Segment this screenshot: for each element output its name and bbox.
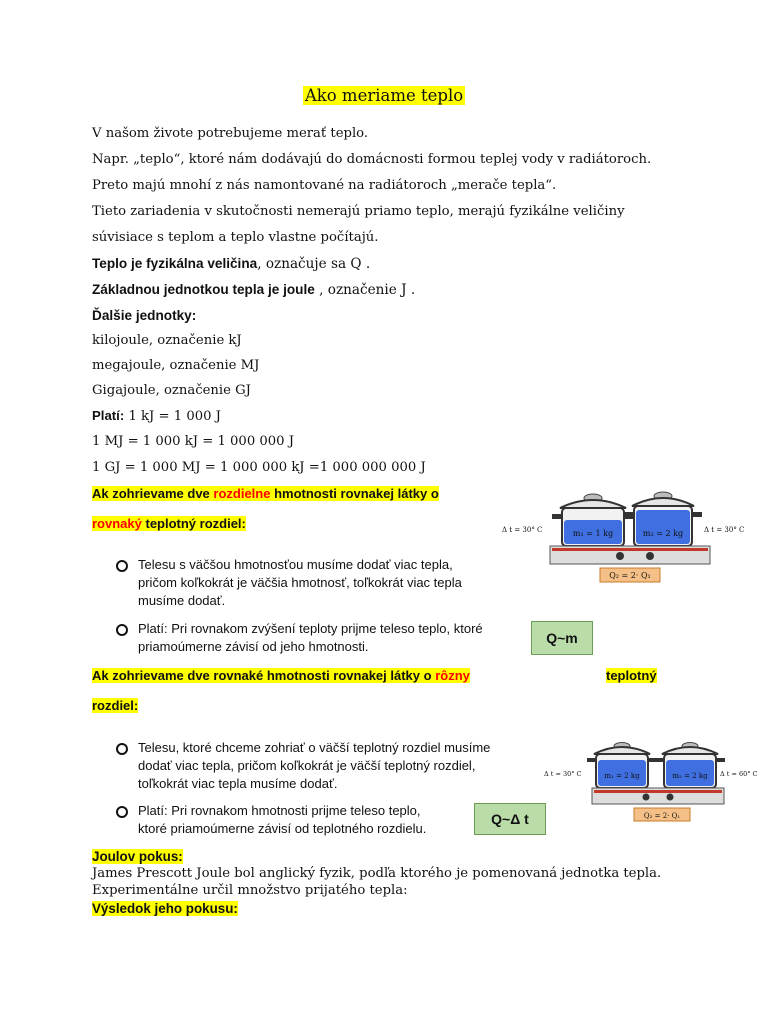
conversion-kj: Platí: 1 kJ = 1 000 J	[92, 408, 221, 424]
intro-line-5: súvisiace s teplom a teplo vlastne počítajú.	[92, 230, 379, 245]
mass-label-1: m₁ = 2 kg	[604, 772, 640, 780]
mass-label-2: m₂ = 2 kg	[642, 529, 684, 538]
formula-q-dt: Q~Δ t	[474, 803, 546, 835]
unit-definition: Základnou jednotkou tepla je joule , označenie J .	[92, 282, 416, 298]
section2-heading-line2: rozdiel:	[92, 698, 139, 713]
other-units-heading: Ďalšie jednotky:	[92, 308, 197, 323]
section2-heading-line1: Ak zohrievame dve rovnaké hmotnosti rovnakej látky o rôzny	[92, 668, 470, 683]
intro-line-4: Tieto zariadenia v skutočnosti nemerajú priamo teplo, merajú fyzikálne veličiny	[92, 204, 625, 219]
delta-t-left: Δ t = 30° C	[544, 770, 582, 778]
delta-t-right: Δ t = 60° C	[720, 770, 758, 778]
intro-line-3: Preto majú mnohí z nás namontované na radiátoroch „merače tepla“.	[92, 178, 557, 193]
section2-heading-tail: teplotný	[606, 668, 657, 683]
page-title: Ako meriame teplo	[304, 86, 464, 105]
mass-label-1: m₁ = 1 kg	[572, 529, 614, 538]
formula-q-m: Q~m	[531, 621, 593, 655]
pots-figure-temperature	[542, 738, 764, 824]
delta-t-right: Δ t = 30° C	[704, 526, 745, 534]
conversion-gj: 1 GJ = 1 000 MJ = 1 000 000 kJ =1 000 000 000 J	[92, 460, 426, 475]
section1-heading-line1: Ak zohrievame dve rozdielne hmotnosti rovnakej látky o	[92, 486, 439, 501]
joule-heading: Joulov pokus:	[92, 849, 183, 864]
unit-gigajoule: Gigajoule, označenie GJ	[92, 383, 251, 398]
q-relation-label: Q₂ = 2· Q₁	[609, 571, 651, 580]
mass-label-2: m₂ = 2 kg	[672, 772, 708, 780]
bullet-icon	[116, 560, 128, 572]
section2-bullet-1: Telesu, ktoré chceme zohriať o väčší teplotný rozdiel musíme dodať viac tepla, pričom koľkokrát je väčší teplotný rozdiel, toľkokrát viac tepla musíme dodať.	[138, 740, 491, 791]
section2-bullet-2: Platí: Pri rovnakom hmotnosti prijme teleso teplo, ktoré priamoúmerne závisí od teplotného rozdielu.	[138, 803, 427, 836]
bullet-icon	[116, 743, 128, 755]
intro-line-1: V našom živote potrebujeme merať teplo.	[92, 126, 369, 141]
pots-figure-mass	[500, 486, 745, 586]
section1-bullet-2: Platí: Pri rovnakom zvýšení teploty prijme teleso teplo, ktoré priamoúmerne závisí od jeho hmotnosti.	[138, 621, 483, 654]
q-relation-label: Q₂ = 2· Q₁	[643, 812, 681, 820]
section1-bullet-1: Telesu s väčšou hmotnosťou musíme dodať viac tepla, pričom koľkokrát je väčšia hmotnosť, toľkokrát viac tepla musíme dodať.	[138, 557, 462, 608]
delta-t-left: Δ t = 30° C	[502, 526, 543, 534]
conversion-mj: 1 MJ = 1 000 kJ = 1 000 000 J	[92, 434, 295, 449]
quantity-definition: Teplo je fyzikálna veličina, označuje sa Q .	[92, 256, 371, 272]
joule-text-1: James Prescott Joule bol anglický fyzik, podľa ktorého je pomenovaná jednotka tepla.	[92, 866, 662, 881]
intro-line-2: Napr. „teplo“, ktoré nám dodávajú do domácnosti formou teplej vody v radiátoroch.	[92, 152, 652, 167]
bullet-icon	[116, 624, 128, 636]
section1-heading-line2: rovnaký teplotný rozdiel:	[92, 516, 246, 531]
unit-kilojoule: kilojoule, označenie kJ	[92, 333, 242, 348]
joule-result-heading: Výsledok jeho pokusu:	[92, 901, 238, 916]
bullet-icon	[116, 806, 128, 818]
unit-megajoule: megajoule, označenie MJ	[92, 358, 260, 373]
joule-text-2: Experimentálne určil množstvo prijatého tepla:	[92, 883, 408, 898]
